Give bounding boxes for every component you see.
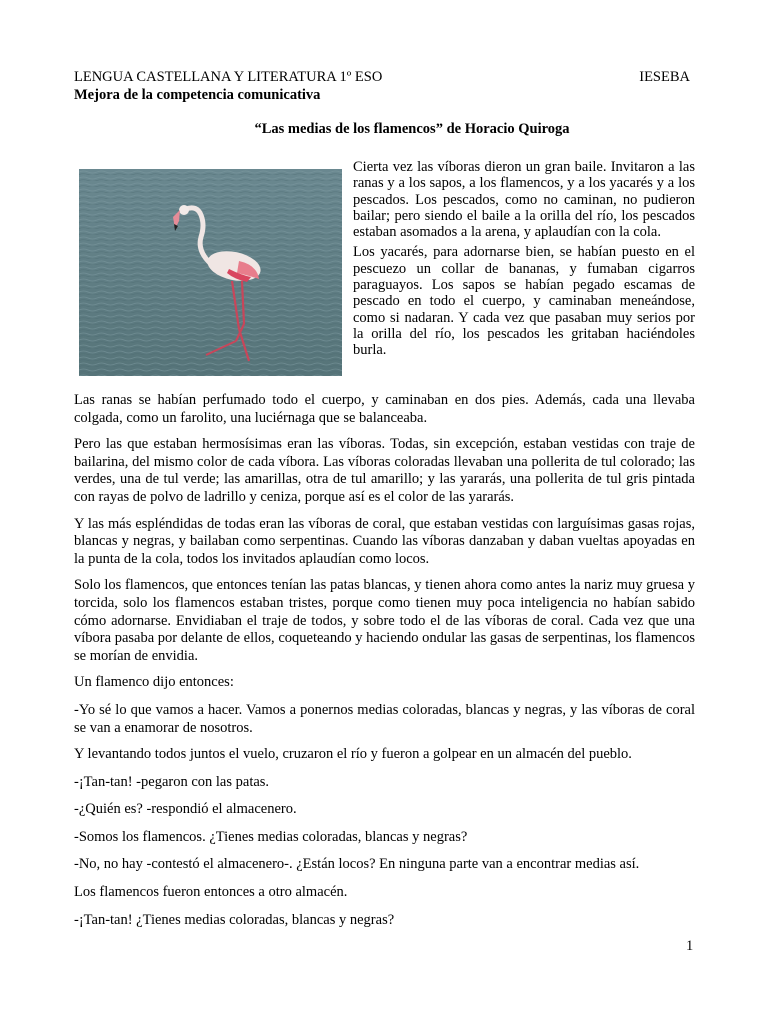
paragraph: Y las más espléndidas de todas eran las víboras de coral, que estaban vestidas con larguísimas gasas rojas, blancas y negras, y bailaban como serpentinas. Cuando las víboras danzaban y daban vueltas apoyadas en la punta de la cola, todos los invitados aplaudían como locos. — [74, 515, 695, 567]
paragraph: Solo los flamencos, que entonces tenían las patas blancas, y tienen ahora como antes la nariz muy gruesa y torcida, solo los flamencos estaban tristes, porque como tienen muy poca inteligencia no habían sabido cómo adornarse. Envidiaban el traje de todos, y sobre todo el de las víboras de coral. Cada vez que una víbora pasaba por delante de ellos, coqueteando y haciendo ondular las gasas de serpentinas, los flamencos se morían de envidia. — [74, 577, 695, 664]
school-name: IESEBA — [639, 69, 690, 85]
intro-text-column — [353, 159, 695, 363]
document-subtitle: Mejora de la competencia comunicativa — [74, 87, 321, 103]
dialogue-line: -¡Tan-tan! ¿Tienes medias coloradas, blancas y negras? — [74, 911, 395, 928]
flamingo-image — [79, 169, 342, 376]
paragraph: Cierta vez las víboras dieron un gran baile. Invitaron a las ranas y a los sapos, a los flamencos, y a los yacarés y a los pescados. Los pescados, como no caminan, no pudieron bailar; pero siendo el baile a la orilla del río, los pescados estaban asomados a la arena, y aplaudían con la cola. — [353, 159, 695, 241]
dialogue-line: -No, no hay -contestó el almacenero-. ¿Están locos? En ninguna parte van a encontrar medias así. — [74, 856, 640, 873]
paragraph: Los yacarés, para adornarse bien, se habían puesto en el pescuezo un collar de bananas, y fumaban cigarros paraguayos. Los sapos se habían pegado escamas de pescado en todo el cuerpo, y caminaban meneándose, como si nadaran. Y cada vez que pasaban muy serios por la orilla del río, los pescados les gritaban haciéndoles burla. — [353, 244, 695, 359]
flamingo-photo — [79, 169, 342, 376]
story-body — [74, 392, 695, 939]
paragraph: Las ranas se habían perfumado todo el cuerpo, y caminaban en dos pies. Además, cada una llevaba colgada, como un farolito, una luciérnaga que se balanceaba. — [74, 392, 695, 426]
document-header — [74, 68, 694, 104]
paragraph: Un flamenco dijo entonces: — [74, 674, 234, 691]
header-row — [74, 68, 694, 86]
story-title: “Las medias de los flamencos” de Horacio Quiroga — [254, 121, 570, 137]
paragraph: Los flamencos fueron entonces a otro almacén. — [74, 884, 348, 901]
story-title-wrapper — [0, 121, 768, 138]
page-number: 1 — [686, 938, 694, 954]
course-title: LENGUA CASTELLANA Y LITERATURA 1º ESO — [74, 69, 383, 85]
dialogue-line: -¡Tan-tan! -pegaron con las patas. — [74, 773, 270, 790]
paragraph: Y levantando todos juntos el vuelo, cruzaron el río y fueron a golpear en un almacén del pueblo. — [74, 746, 632, 763]
paragraph: -Yo sé lo que vamos a hacer. Vamos a ponernos medias coloradas, blancas y negras, y las víboras de coral se van a enamorar de nosotros. — [74, 701, 695, 736]
paragraph: Pero las que estaban hermosísimas eran las víboras. Todas, sin excepción, estaban vestidas con traje de bailarina, del mismo color de cada víbora. Las víboras coloradas llevaban una pollerita de tul colorado; las verdes, una de tul verde; las amarillas, otra de tul amarillo; y las yararás, una pollerita de tul gris pintada con rayas de polvo de ladrillo y ceniza, porque así es el color de las yararás. — [74, 436, 695, 505]
dialogue-line: -¿Quién es? -respondió el almacenero. — [74, 801, 297, 818]
dialogue-line: -Somos los flamencos. ¿Tienes medias coloradas, blancas y negras? — [74, 828, 468, 845]
